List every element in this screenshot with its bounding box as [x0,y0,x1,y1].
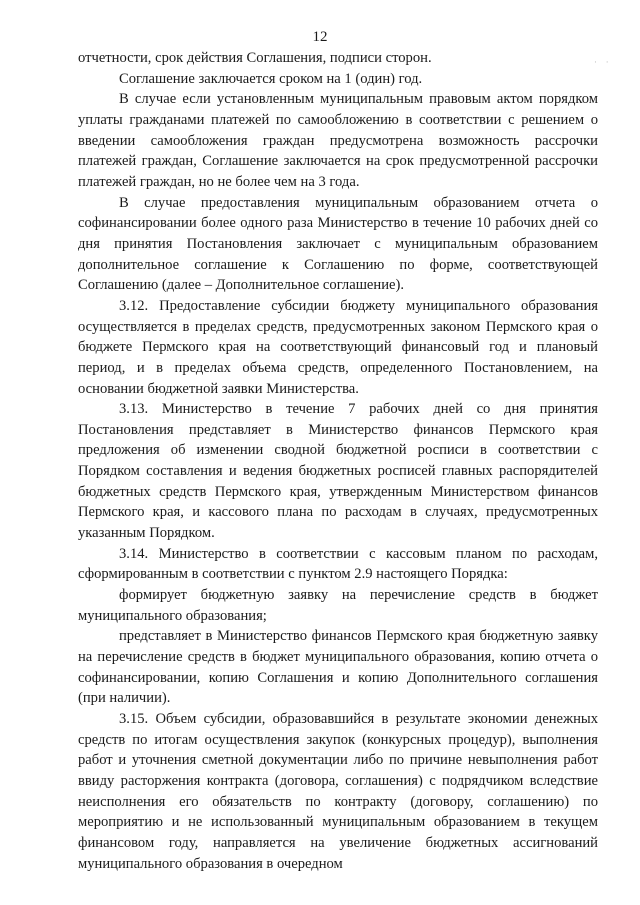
paragraph: Соглашение заключается сроком на 1 (один) год. [119,70,423,87]
paragraph: отчетности, срок действия Соглашения, подписи сторон. [78,50,432,66]
paragraph: формирует бюджетную заявку на перечисление средств в бюджет муниципального образования; [78,587,598,624]
document-body [78,48,598,874]
paragraph: представляет в Министерство финансов Пермского края бюджетную заявку на перечисление средств в бюджет муниципального образования, копию отчета о софинансировании, копию Соглашения и копию Дополнительного соглашения (при наличии). [78,628,598,707]
page-number: 12 [312,29,328,45]
paragraph: В случае предоставления муниципальным образованием отчета о софинансировании более одного раза Министерство в течение 10 рабочих дней со дня принятия Постановления заключает с муниципальным образованием дополнительное соглашение к Соглашению по форме, соответствующей Соглашению (далее – Дополнительное соглашение). [78,194,598,294]
paragraph: 3.15. Объем субсидии, образовавшийся в результате экономии денежных средств по итогам осуществления закупок (конкурсных процедур), выполнения работ и уточнения сметной документации либо по причине невыполнения работ ввиду расторжения контракта (договора, соглашения) с подрядчиком вследствие неисполнения его обязательств по контракту (договору, соглашению) по мероприятию и не использованный муниципальным образованием в текущем финансовом году, направляется на увеличение бюджетных ассигнований муниципального образования в очередном [78,711,598,872]
paragraph: 3.13. Министерство в течение 7 рабочих дней со дня принятия Постановления представляет в Министерство финансов Пермского края предложения об изменении сводной бюджетной росписи в соответствии с Порядком составления и ведения бюджетных росписей главных распорядителей бюджетных средств Пермского края, утвержденным Министерством финансов Пермского края, и кассового плана по расходам в случаях, предусмотренных указанным Порядком. [78,401,598,542]
paragraph: 3.12. Предоставление субсидии бюджету муниципального образования осуществляется в пределах средств, предусмотренных законом Пермского края о бюджете Пермского края на соответствующий финансовый год и плановый период, и в пределах объема средств, определенного Постановлением, на основании бюджетной заявки Министерства. [78,297,598,397]
paragraph: 3.14. Министерство в соответствии с кассовым планом по расходам, сформированным в соответствии с пунктом 2.9 настоящего Порядка: [78,545,598,583]
paragraph: В случае если установленным муниципальным правовым актом порядком уплаты гражданами платежей по самообложению в соответствии с решением о введении самообложения граждан предусмотрена возможность рассрочки платежей граждан, Соглашение заключается на срок предусмотренной рассрочки платежей граждан, но не более чем на 3 года. [78,91,598,190]
margin-marks: · · [594,58,612,68]
